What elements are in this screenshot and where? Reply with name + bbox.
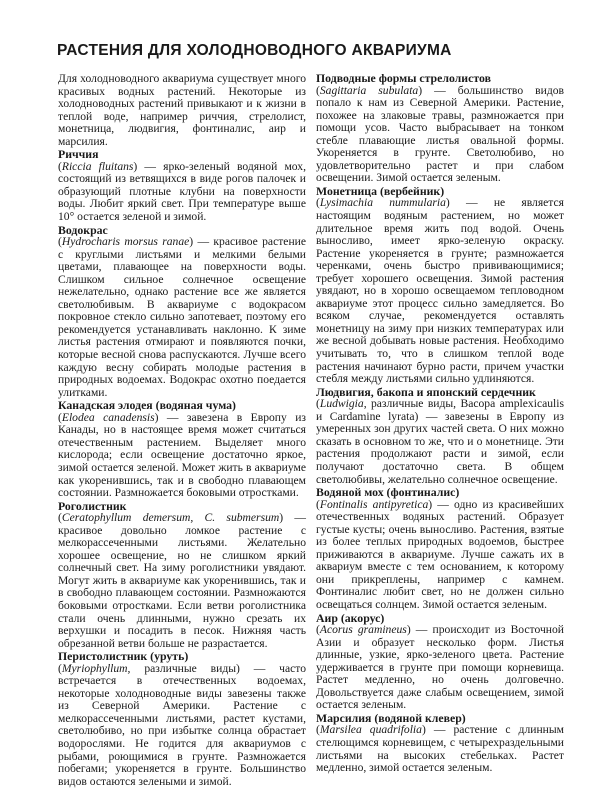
description: Для холодноводного аквариума существует много красивых водных растений. Некоторые из холодноводных растений привыкают и к жизни в теплой воде, например риччия, стрелолист, монетница, людвигия, фонтиналис, аир и марсилия.	[58, 72, 306, 148]
description: ) — красивое довольно ломкое растение с мелкорассеченными листьями. Желательно хорошее освещение, но не слишком яркий солнечный свет. На зиму роголистники увядают. Могут жить в аквариуме как укоренившись, так и в свободно плавающем состоянии. Размножаются боковыми отростками. Если ветви роголистника стали очень длинными, нужно срезать их верхушки и посадить в песок. Нижняя часть обрезанной ветви больше не разрастается.	[58, 511, 306, 650]
latin-name: Elodea canadensis	[61, 410, 155, 424]
description: ) — происходит из Восточной Азии и образует несколько форм. Листья длинные, узкие, ярко-зеленого цвета. Растение удерживается в грунте при помощи корневища. Растет медленно, но очень долговечно. Довольствуется даже слабым освещением, зимой остается зеленым.	[316, 623, 564, 712]
section-heading: Подводные формы стрелолистов	[316, 71, 491, 85]
section-heading: Водокрас	[58, 222, 108, 237]
plant-section	[58, 399, 306, 499]
section-text: (Elodea canadensis) — завезена в Европу из Канады, но в настоящее время может считаться отечественным растением. Выделяет много кислорода; если освещение достаточно яркое, зимой остается зеленой. Может жить в аквариуме как укоренившись, так и в свободно плавающем состоянии. Размножается боковыми отростками.	[58, 410, 306, 500]
latin-name: Acorus gramineus	[319, 623, 407, 637]
plant-section	[58, 148, 306, 223]
description: ) — ярко-зеленый водяной мох, состоящий из ветвящихся в виде рогов палочек и образующий плотные клубни на поверхности воды. Любит яркий свет. При температуре выше 10° остается зеленой и зимой.	[58, 159, 306, 224]
latin-name: Riccia fluitans	[61, 159, 134, 173]
section-heading: Водяной мох (фонтиналис)	[316, 485, 460, 500]
section-text: (Acorus gramineus) — происходит из Восточной Азии и образует несколько форм. Листья длинные, узкие, ярко-зеленого цвета. Растение удерживается в грунте при помощи корневища. Растет медленно, но очень долговечно. Довольствуется даже слабым освещением, зимой остается зеленым.	[316, 623, 564, 712]
plant-section	[316, 386, 564, 486]
latin-name: Lysimachia nummularia	[319, 196, 446, 210]
section-text	[58, 73, 306, 148]
plant-section	[316, 72, 564, 185]
description: ) — красивое растение с круглыми листьями и мелкими белыми цветами, плавающее на поверхности воды. Слишком сильное солнечное освещение нежелательно, однако растение все же является светолюбивым. В аквариуме с водокрасом покровное стекло сильно запотевает, поэтому его рекомендуется устанавливать наклонно. К зиме листья растения отмирают и появляются почки, которые весной снова распускаются. Лучше всего каждую весну собирать молодые растения в природных водоемах. Водокрас охотно поедается улитками.	[58, 235, 306, 399]
plant-section	[58, 73, 306, 148]
latin-name: Sagittaria subulata	[319, 83, 419, 97]
section-text: (Ludwigia, различные виды, Bacopa amplexicaulis и Cardamine lyrata) — завезены в Европу из умеренных зон других частей света. О них можно сказать в основном то же, что и о монетнице. Эти растения продолжают расти и зимой, если получают достаточно света. В общем светолюбивы, желательно солнечное освещение.	[316, 397, 564, 486]
plant-section	[58, 500, 306, 651]
latin-name: Ceratophyllum demersum, C. submersum	[61, 511, 280, 525]
section-heading: Роголистник	[58, 498, 127, 513]
plant-section	[316, 712, 564, 775]
section-text: (Sagittaria subulata) — большинство видов попало к нам из Северной Америки. Растение, похожее на злаковые травы, размножается при помощи усов. Часто выбрасывает на тонком стебле плавающие листья овальной формы. Укореняется в грунте. Светолюбиво, но удовлетворительно растет и при слабом освещении. Зимой остается зеленым.	[316, 83, 564, 185]
section-text: (Fontinalis antipyretica) — одно из красивейших отечественных водяных растений. Образует густые кусты; очень выносливо. Растения, взятые из более теплых природных водоемов, быстрее приживаются в аквариуме. Лучше сажать их в аквариум вместе с тем основанием, к которому они прикреплены, например с камнем. Фонтиналис любит свет, но не должен сильно освещаться солнцем. Зимой остается зеленым.	[316, 497, 564, 611]
section-heading: Перистолистник (уруть)	[58, 649, 189, 664]
section-heading: Канадская элодея (водяная чума)	[58, 398, 236, 413]
latin-name: Fontinalis antipyretica	[319, 497, 429, 511]
plant-section	[316, 486, 564, 611]
section-text: (Marsilea quadrifolia) — растение с длинным стелющимся корневищем, с четырехраздельными листьями на высоких стебельках. Растет медленно, зимой остается зеленым.	[316, 723, 564, 775]
description: ) — одно из красивейших отечественных водяных растений. Образует густые кусты; очень выносливо. Растения, взятые из более теплых природных водоемов, быстрее приживаются в аквариуме. Лучше сажать их в аквариум вместе с тем основанием, к которому они прикреплены, например с камнем. Фонтиналис любит свет, но не должен сильно освещаться солнцем. Зимой остается зеленым.	[316, 497, 564, 611]
page-title: РАСТЕНИЯ ДЛЯ ХОЛОДНОВОДНОГО АКВАРИУМА	[57, 42, 452, 59]
right-column	[316, 72, 564, 775]
latin-name: Myriophyllum,	[61, 661, 131, 675]
section-heading: Людвигия, бакопа и японский сердечник	[316, 384, 536, 399]
description: различные виды) — часто встречается в отечественных водоемах, некоторые холодноводные виды завезены также из Северной Америки. Растение с мелкорассеченными листьями, растет кустами, светолюбиво, но при избытке солнца обрастает водорослями. Не годится для аквариумов с рыбами, роющимися в грунте. Размножается побегами; укореняется в грунте. Большинство видов остаются зелеными и зимой.	[58, 661, 306, 788]
latin-name: Marsilea quadrifolia	[319, 723, 422, 737]
section-text: (Riccia fluitans) — ярко-зеленый водяной мох, состоящий из ветвящихся в виде рогов палочек и образующий плотные клубни на поверхности воды. Любит яркий свет. При температуре выше 10° остается зеленой и зимой.	[58, 159, 306, 224]
description: ) — растение с длинным стелющимся корневищем, с четырехраздельными листьями на высоких стебельках. Растет медленно, зимой остается зеленым.	[316, 723, 564, 775]
section-heading: Аир (акорус)	[316, 610, 385, 625]
section-text: (Hydrocharis morsus ranae) — красивое растение с круглыми листьями и мелкими белыми цветами, плавающее на поверхности воды. Слишком сильное солнечное освещение нежелательно, однако растение все же является светолюбивым. В аквариуме с водокрасом покровное стекло сильно запотевает, поэтому его рекомендуется устанавливать наклонно. К зиме листья растения отмирают и появляются почки, которые весной снова распускаются. Лучше всего каждую весну собирать молодые растения в природных водоемах. Водокрас охотно поедается улитками.	[58, 235, 306, 399]
description: ) — не является настоящим водяным растением, но может длительное время жить под водой. Очень выносливо, имеет ярко-зеленую окраску. Растение укореняется в грунте; размножается черенками, очень быстро прививающимися; требует хорошего освещения. Зимой растения увядают, но в хорошо освещаемом тепловодном аквариуме этот процесс сильно замедляется. Во всяком случае, рекомендуется оставлять монетницу на зиму при низких температурах или же весной добывать новые растения. Необходимо учитывать то, что в слишком теплой воде растения начинают бурно расти, причем участки стебля между листьями сильно удлиняются.	[316, 196, 564, 386]
latin-name: Ludwigia	[319, 397, 364, 411]
description: ) — завезена в Европу из Канады, но в настоящее время может считаться отечественным растением. Выделяет много кислорода; если освещение достаточно яркое, зимой остается зеленой. Может жить в аквариуме как укоренившись, так и в свободно плавающем состоянии. Размножается боковыми отростками.	[58, 410, 306, 500]
left-column	[58, 73, 306, 788]
section-heading: Монетница (вербейник)	[316, 183, 445, 198]
section-text: (Lysimachia nummularia) — не является настоящим водяным растением, но может длительное время жить под водой. Очень выносливо, имеет ярко-зеленую окраску. Растение укореняется в грунте; размножается черенками, очень быстро прививающимися; требует хорошего освещения. Зимой растения увядают, но в хорошо освещаемом тепловодном аквариуме этот процесс сильно замедляется. Во всяком случае, рекомендуется оставлять монетницу на зиму при низких температурах или же весной добывать новые растения. Необходимо учитывать то, что в слишком теплой воде растения начинают бурно расти, причем участки стебля между листьями сильно удлиняются.	[316, 196, 564, 386]
latin-name: Hydrocharis morsus ranae	[61, 235, 190, 249]
section-text: (Ceratophyllum demersum, C. submersum) — красивое довольно ломкое растение с мелкорассеченными листьями. Желательно хорошее освещение, но не слишком яркий солнечный свет. На зиму роголистники увядают. Могут жить в аквариуме как укоренившись, так и в свободно плавающем состоянии. Размножаются боковыми отростками. Если ветви роголистника стали очень длинными, нужно срезать их верхушки и посадить в песок. Нижняя часть обрезанной ветви больше не разрастается.	[58, 511, 306, 650]
description: ) — большинство видов попало к нам из Северной Америки. Растение, похожее на злаковые травы, размножается при помощи усов. Часто выбрасывает на тонком стебле плавающие листья овальной формы. Укореняется в грунте. Светолюбиво, но удовлетворительно растет и при слабом освещении. Зимой остается зеленым.	[316, 83, 564, 185]
plant-section	[58, 650, 306, 788]
plant-section	[316, 185, 564, 386]
plant-section	[316, 612, 564, 712]
section-heading: Риччия	[58, 147, 99, 162]
section-text: (Myriophyllum, различные виды) — часто встречается в отечественных водоемах, некоторые холодноводные виды завезены также из Северной Америки. Растение с мелкорассеченными листьями, растет кустами, светолюбиво, но при избытке солнца обрастает водорослями. Не годится для аквариумов с рыбами, роющимися в грунте. Размножается побегами; укореняется в грунте. Большинство видов остаются зелеными и зимой.	[58, 661, 306, 788]
plant-section	[58, 224, 306, 400]
description: , различные виды, Bacopa amplexicaulis и Cardamine lyrata) — завезены в Европу из умеренных зон других частей света. О них можно сказать в основном то же, что и о монетнице. Эти растения продолжают расти и зимой, если получают достаточно света. В общем светолюбивы, желательно солнечное освещение.	[316, 397, 564, 486]
section-heading: Марсилия (водяной клевер)	[316, 710, 466, 725]
